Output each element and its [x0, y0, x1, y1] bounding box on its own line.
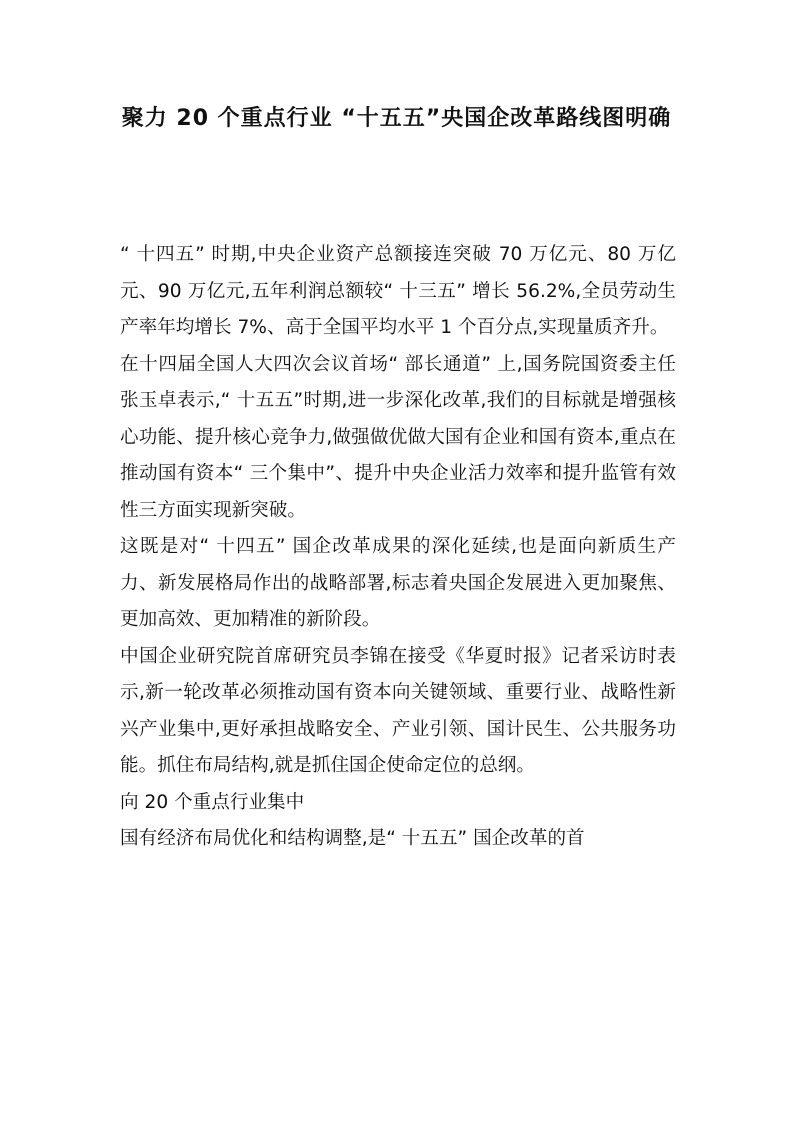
- paragraph-2: 在十四届全国人大四次会议首场“ 部长通道” 上,国务院国资委主任张玉卓表示,“ 十五五”时期,进一步深化改革,我们的目标就是增强核心功能、提升核心竞争力,做强做优做大国有企业和国有资本,重点在推动国有资本“ 三个集中”、提升中央企业活力效率和提升监管有效性三方面实现新突破。: [120, 353, 676, 521]
- paragraph-4: 中国企业研究院首席研究员李锦在接受《华夏时报》记者采访时表示,新一轮改革必须推动国有资本向关键领域、重要行业、战略性新兴产业集中,更好承担战略安全、产业引领、国计民生、公共服务功能。抓住布局结构,就是抓住国企使命定位的总纲。: [120, 645, 676, 776]
- document-title: 聚力 20 个重点行业 “十五五”央国企改革路线图明确: [121, 106, 672, 131]
- paragraph-1: “ 十四五” 时期,中央企业资产总额接连突破 70 万亿元、80 万亿元、90 万亿元,五年利润总额较“ 十三五” 增长 56.2%,全员劳动生产率年均增长 7%、高于全国平均水平 1 个百分点,实现量质齐升。: [120, 244, 676, 338]
- paragraph-3: 这既是对“ 十四五” 国企改革成果的深化延续,也是面向新质生产力、新发展格局作出的战略部署,标志着央国企发展进入更加聚焦、更加高效、更加精准的新阶段。: [120, 536, 676, 630]
- paragraph-5: 国有经济布局优化和结构调整,是“ 十五五” 国企改革的首: [120, 828, 585, 849]
- document-body: [120, 237, 676, 858]
- section-heading: 向 20 个重点行业集中: [120, 791, 305, 813]
